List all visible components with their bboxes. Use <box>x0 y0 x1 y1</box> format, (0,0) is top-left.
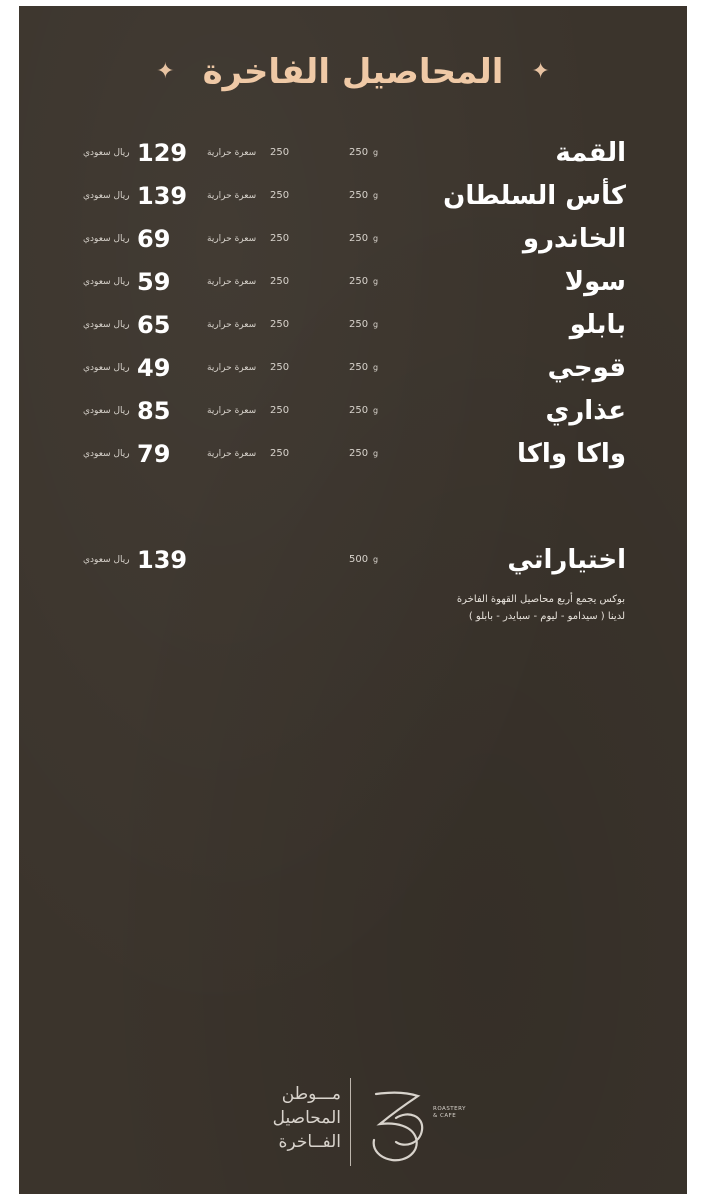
special-description-line: بوكس يجمع أربع محاصيل القهوة الفاخرة <box>456 594 625 605</box>
currency-label: ريال سعودي <box>83 555 130 565</box>
item-calories: 250 <box>270 276 290 287</box>
menu-item <box>19 133 687 173</box>
item-calories: 250 <box>270 147 290 158</box>
item-weight: 250 <box>349 276 369 287</box>
weight-unit: g <box>373 320 379 329</box>
item-name: القمة <box>555 138 626 168</box>
calories-label: سعرة حرارية <box>207 363 257 373</box>
currency-label: ريال سعودي <box>83 363 130 373</box>
menu-item <box>19 219 687 259</box>
weight-unit: g <box>373 555 379 564</box>
item-calories: 250 <box>270 233 290 244</box>
item-name: كأس السلطان <box>443 181 626 211</box>
calories-label: سعرة حرارية <box>207 406 257 416</box>
item-price: 79 <box>137 440 171 468</box>
calories-label: سعرة حرارية <box>207 449 257 459</box>
special-item <box>19 540 687 580</box>
calories-label: سعرة حرارية <box>207 148 257 158</box>
item-price: 129 <box>137 139 188 167</box>
sparkle-icon: ✦ <box>156 59 175 84</box>
logo-line: مـــوطن <box>281 1084 341 1104</box>
item-price: 65 <box>137 311 171 339</box>
calories-label: سعرة حرارية <box>207 320 257 330</box>
currency-label: ريال سعودي <box>83 406 130 416</box>
logo-line: المحاصيل <box>272 1108 341 1128</box>
item-calories: 250 <box>270 319 290 330</box>
item-weight: 250 <box>349 319 369 330</box>
menu-item <box>19 391 687 431</box>
item-calories: 250 <box>270 405 290 416</box>
logo-tag-line: ROASTERY <box>433 1106 466 1112</box>
item-name: بابلو <box>569 310 626 340</box>
menu-header <box>19 42 687 102</box>
weight-unit: g <box>373 449 379 458</box>
currency-label: ريال سعودي <box>83 449 130 459</box>
calories-label: سعرة حرارية <box>207 277 257 287</box>
weight-unit: g <box>373 363 379 372</box>
menu-item <box>19 434 687 474</box>
item-weight: 250 <box>349 448 369 459</box>
item-name: قوجي <box>547 353 626 383</box>
weight-unit: g <box>373 148 379 157</box>
currency-label: ريال سعودي <box>83 191 130 201</box>
currency-label: ريال سعودي <box>83 148 130 158</box>
currency-label: ريال سعودي <box>83 277 130 287</box>
item-name: عذاري <box>545 396 626 426</box>
weight-unit: g <box>373 234 379 243</box>
item-price: 85 <box>137 397 171 425</box>
special-item-name: اختياراتي <box>507 545 626 575</box>
item-weight: 250 <box>349 233 369 244</box>
item-name: الخاندرو <box>522 224 626 254</box>
weight-unit: g <box>373 191 379 200</box>
logo-divider <box>350 1078 351 1166</box>
item-weight: 250 <box>349 405 369 416</box>
item-calories: 250 <box>270 448 290 459</box>
calories-label: سعرة حرارية <box>207 234 257 244</box>
item-price: 49 <box>137 354 171 382</box>
currency-label: ريال سعودي <box>83 320 130 330</box>
menu-item <box>19 348 687 388</box>
item-weight: 250 <box>349 362 369 373</box>
currency-label: ريال سعودي <box>83 234 130 244</box>
menu-item <box>19 305 687 345</box>
menu-item <box>19 176 687 216</box>
weight-unit: g <box>373 277 379 286</box>
menu-item <box>19 262 687 302</box>
calories-label: سعرة حرارية <box>207 191 257 201</box>
item-price: 69 <box>137 225 171 253</box>
item-calories: 250 <box>270 190 290 201</box>
item-weight: 250 <box>349 190 369 201</box>
logo-tagline <box>433 1106 466 1120</box>
logo-line: الفــاخرة <box>278 1132 341 1152</box>
weight-unit: g <box>373 406 379 415</box>
item-calories: 250 <box>270 362 290 373</box>
special-weight: 500 <box>349 554 369 565</box>
item-price: 59 <box>137 268 171 296</box>
logo-tag-line: & CAFE <box>433 1113 457 1119</box>
brand-logo <box>241 1076 491 1172</box>
logo-monogram-icon <box>366 1088 430 1164</box>
menu-board <box>19 6 687 1194</box>
item-name: سولا <box>564 267 626 297</box>
item-price: 139 <box>137 182 188 210</box>
sparkle-icon: ✦ <box>531 59 550 84</box>
item-name: واكا واكا <box>517 439 626 469</box>
special-description-line: لدينا ( سيدامو - ليوم - سبايدر - بابلو ) <box>468 611 625 622</box>
page-title: المحاصيل الفاخرة <box>202 52 504 92</box>
special-price: 139 <box>137 546 188 574</box>
item-weight: 250 <box>349 147 369 158</box>
logo-wordmark <box>241 1082 341 1154</box>
